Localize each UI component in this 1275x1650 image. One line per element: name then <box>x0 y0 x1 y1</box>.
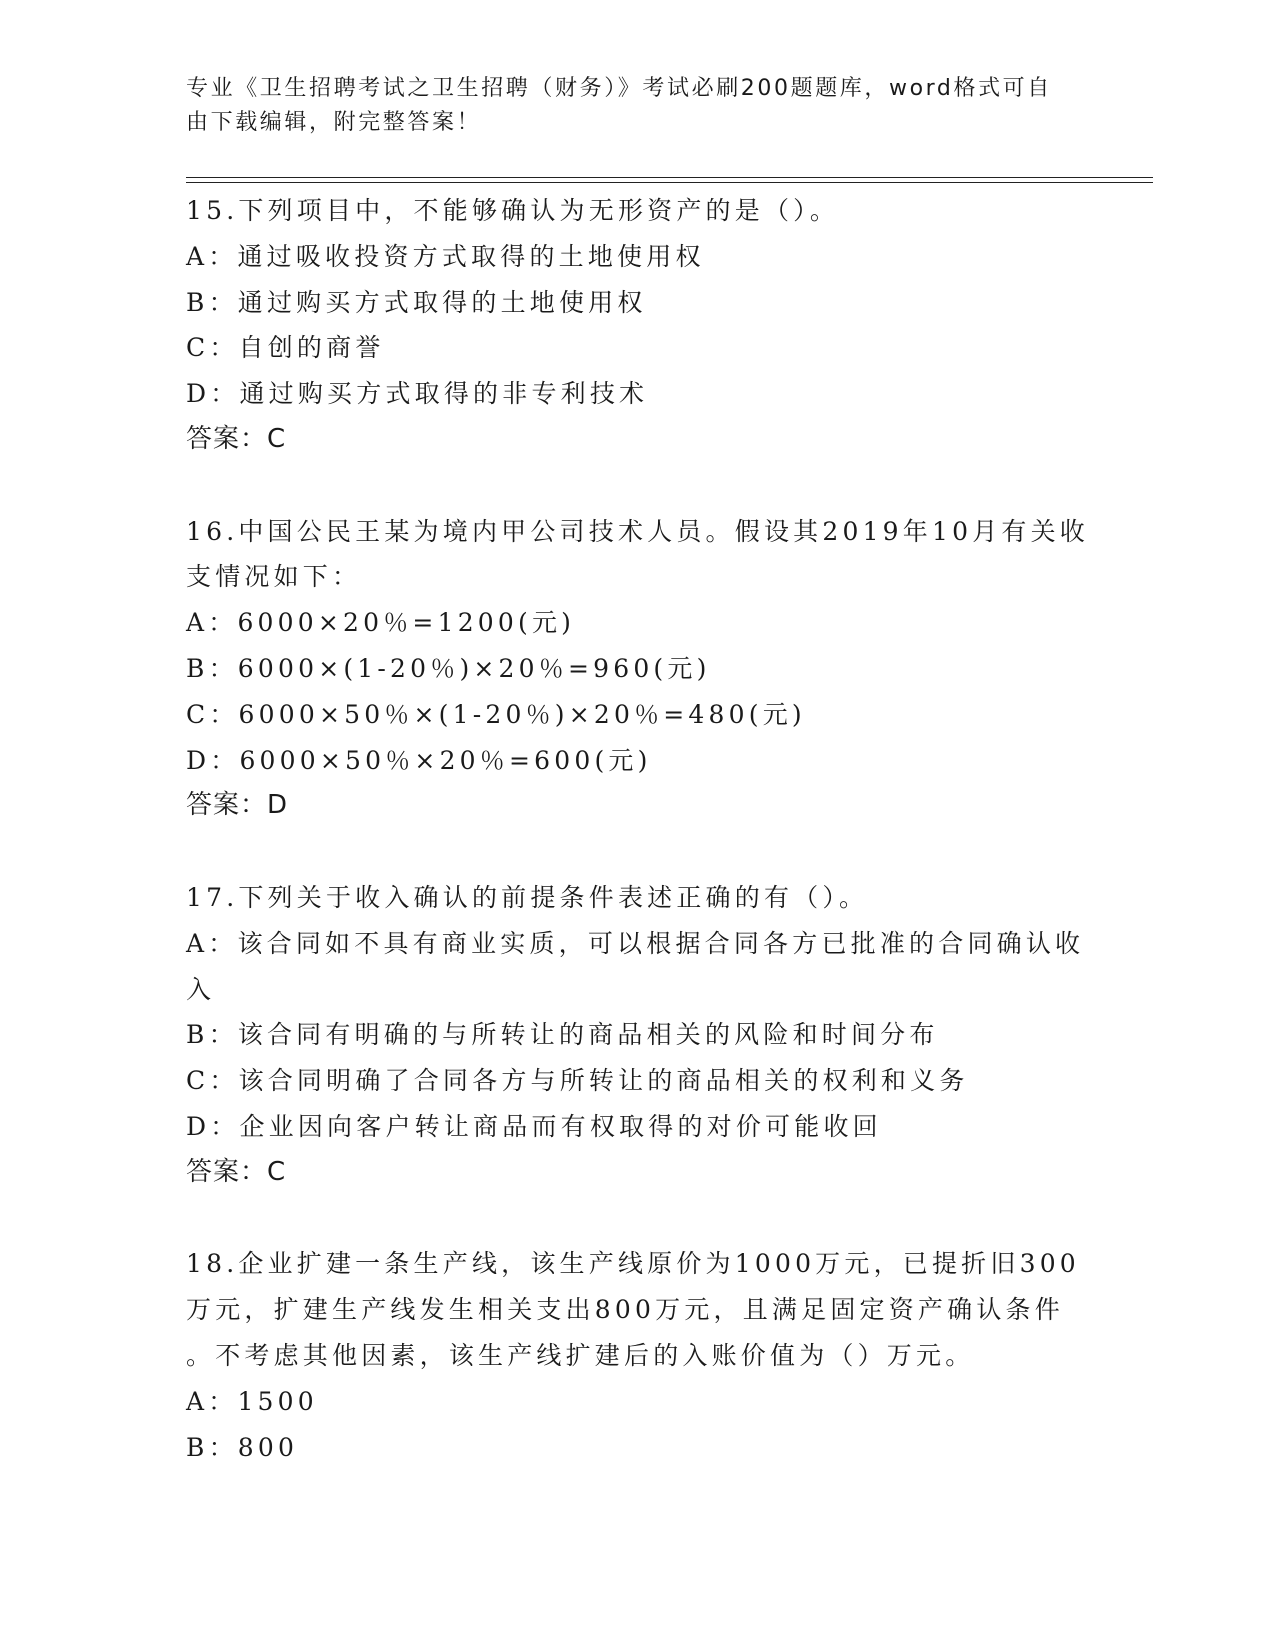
question-option: 入 <box>186 974 216 1004</box>
question-spacer <box>186 463 1086 509</box>
question-option: A：通过吸收投资方式取得的土地使用权 <box>186 241 705 271</box>
question-stem: 万元，扩建生产线发生相关支出800万元，且满足固定资产确认条件 <box>186 1295 1064 1325</box>
question-stem: 18.企业扩建一条生产线，该生产线原价为1000万元，已提折旧300 <box>186 1249 1080 1279</box>
question-stem: 17.下列关于收入确认的前提条件表述正确的有（）。 <box>186 882 869 912</box>
question-stem: 16.中国公民王某为境内甲公司技术人员。假设其2019年10月有关收 <box>186 516 1089 546</box>
question-option: A：6000×20％=1200(元) <box>186 608 576 638</box>
question-spacer <box>186 1196 1086 1242</box>
question-spacer <box>186 829 1086 875</box>
question-option: B：通过购买方式取得的土地使用权 <box>186 287 647 317</box>
question-block <box>186 1241 1086 1470</box>
question-option: D：企业因向客户转让商品而有权取得的对价可能收回 <box>186 1111 882 1141</box>
question-option: B：该合同有明确的与所转让的商品相关的风险和时间分布 <box>186 1020 939 1050</box>
question-block <box>186 875 1086 1196</box>
question-block <box>186 509 1089 830</box>
header-divider-bottom <box>186 182 1153 183</box>
question-option: C：6000×50％×(1-20％)×20％=480(元) <box>186 699 806 729</box>
question-answer: 答案：D <box>186 790 289 821</box>
question-option: B：800 <box>186 1432 299 1462</box>
header-divider-top <box>186 177 1153 178</box>
question-stem: 15.下列项目中，不能够确认为无形资产的是（）。 <box>186 196 840 225</box>
question-option: D：6000×50％×20％=600(元) <box>186 745 652 775</box>
question-stem: 。不考虑其他因素，该生产线扩建后的入账价值为（）万元。 <box>186 1340 975 1370</box>
header-line-2: 由下载编辑，附完整答案！ <box>186 110 482 135</box>
question-stem: 支情况如下： <box>186 562 362 592</box>
document-header <box>186 72 1066 140</box>
question-option: A：该合同如不具有商业实质，可以根据合同各方已批准的合同确认收 <box>186 928 1085 958</box>
question-option: A：1500 <box>186 1386 318 1416</box>
question-block <box>186 188 1086 463</box>
question-answer: 答案：C <box>186 1156 287 1187</box>
question-answer: 答案：C <box>186 423 287 454</box>
question-option: D：通过购买方式取得的非专利技术 <box>186 379 649 409</box>
question-option: B：6000×(1-20％)×20％=960(元) <box>186 653 711 683</box>
question-list <box>186 188 1089 1470</box>
question-option: C：该合同明确了合同各方与所转让的商品相关的权利和义务 <box>186 1066 969 1096</box>
question-option: C：自创的商誉 <box>186 333 385 363</box>
header-line-1: 专业《卫生招聘考试之卫生招聘（财务）》考试必刷200题题库，word格式可自 <box>186 76 1052 101</box>
